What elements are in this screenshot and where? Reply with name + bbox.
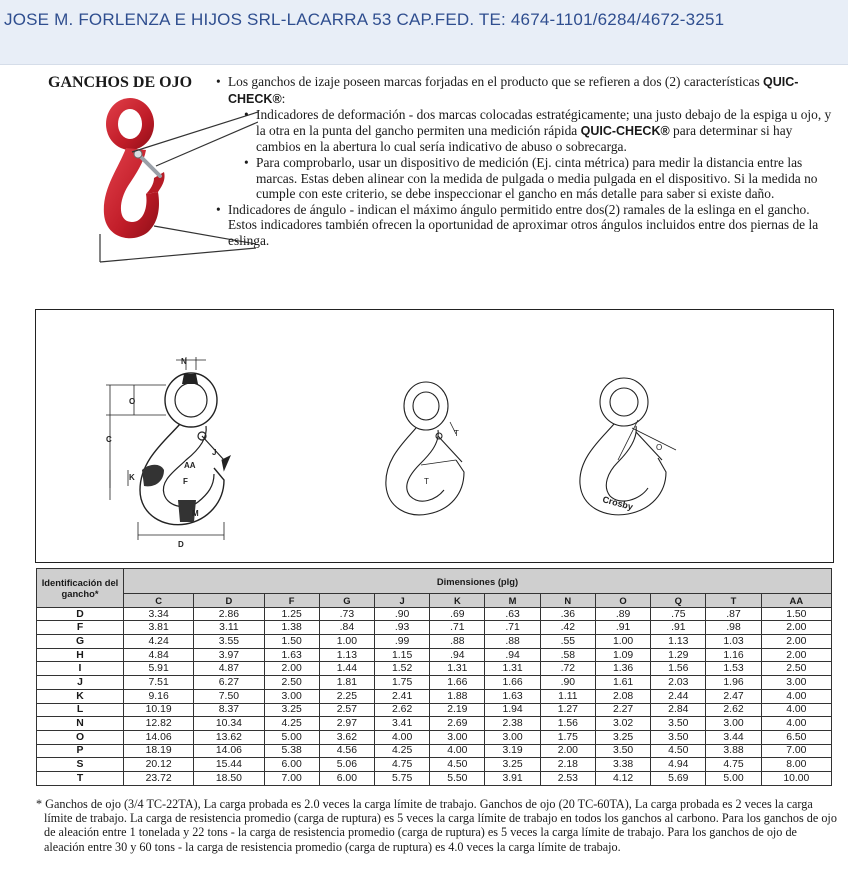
dimension-cell: 1.81: [319, 676, 374, 690]
table-row: [37, 771, 832, 785]
label-aa: AA: [184, 461, 196, 470]
label-t-bottom: T: [424, 477, 429, 486]
label-d: D: [178, 540, 184, 549]
table-row: [37, 703, 832, 717]
hook-line-drawings: [36, 310, 833, 562]
dimension-cell: 20.12: [124, 758, 194, 772]
dimension-cell: 2.38: [485, 717, 540, 731]
dimension-cell: 2.62: [375, 703, 430, 717]
dimension-cell: 1.36: [595, 662, 650, 676]
dimension-cell: 18.19: [124, 744, 194, 758]
dimension-cell: 14.06: [124, 730, 194, 744]
dimension-cell: 1.13: [319, 648, 374, 662]
dimension-cell: 4.50: [651, 744, 706, 758]
dimension-cell: 4.00: [430, 744, 485, 758]
dimension-cell: .73: [319, 607, 374, 621]
dimension-cell: .71: [430, 621, 485, 635]
dimension-cell: 2.47: [706, 689, 761, 703]
dimension-cell: 5.06: [319, 758, 374, 772]
dimension-cell: 4.50: [430, 758, 485, 772]
dimension-cell: 13.62: [194, 730, 264, 744]
dimension-cell: 3.88: [706, 744, 761, 758]
dimension-cell: 2.86: [194, 607, 264, 621]
dimension-cell: 8.00: [761, 758, 831, 772]
label-f: F: [183, 477, 188, 486]
hook-id-cell: G: [37, 635, 124, 649]
dimension-cell: 4.25: [375, 744, 430, 758]
dimension-cell: 6.00: [264, 758, 319, 772]
dimension-cell: .94: [485, 648, 540, 662]
dimension-cell: 23.72: [124, 771, 194, 785]
dimension-cell: 1.31: [485, 662, 540, 676]
table-row: [37, 662, 832, 676]
dimension-cell: 4.94: [651, 758, 706, 772]
dimension-cell: 3.11: [194, 621, 264, 635]
dimension-cell: 4.00: [761, 689, 831, 703]
column-header: F: [264, 594, 319, 608]
dimension-cell: 1.63: [485, 689, 540, 703]
dimension-cell: 10.00: [761, 771, 831, 785]
dimension-cell: 2.00: [540, 744, 595, 758]
table-row: [37, 689, 832, 703]
label-t-top: T: [454, 429, 459, 438]
column-header: J: [375, 594, 430, 608]
dimension-cell: 1.13: [651, 635, 706, 649]
dimension-cell: 3.50: [595, 744, 650, 758]
dimension-cell: .99: [375, 635, 430, 649]
dimensions-table-container: [36, 568, 832, 786]
dimension-cell: .91: [595, 621, 650, 635]
dimension-cell: 4.25: [264, 717, 319, 731]
dimension-cell: .75: [651, 607, 706, 621]
dimension-cell: 3.97: [194, 648, 264, 662]
dimension-cell: 1.94: [485, 703, 540, 717]
company-contact-line: JOSE M. FORLENZA E HIJOS SRL-LACARRA 53 CAP.FED. TE: 4674-1101/6284/4672-3251: [4, 10, 725, 29]
dimension-cell: 3.62: [319, 730, 374, 744]
dimension-cell: 4.24: [124, 635, 194, 649]
dimension-cell: 2.50: [264, 676, 319, 690]
dimension-cell: 2.57: [319, 703, 374, 717]
label-c: C: [106, 435, 112, 444]
dimension-cell: 2.00: [761, 635, 831, 649]
dimension-cell: 3.81: [124, 621, 194, 635]
dimension-cell: 3.91: [485, 771, 540, 785]
dimension-cell: 1.44: [319, 662, 374, 676]
column-header: D: [194, 594, 264, 608]
dimension-cell: 3.25: [485, 758, 540, 772]
dimension-cell: 5.00: [706, 771, 761, 785]
dimension-cell: 5.38: [264, 744, 319, 758]
dimension-cell: .88: [485, 635, 540, 649]
hook-id-cell: I: [37, 662, 124, 676]
dimension-cell: 1.27: [540, 703, 595, 717]
dimension-cell: 4.75: [706, 758, 761, 772]
label-j: J: [212, 448, 217, 457]
dimension-cell: 1.56: [540, 717, 595, 731]
dimension-cell: 3.00: [706, 717, 761, 731]
table-row: [37, 676, 832, 690]
dimension-cell: 7.51: [124, 676, 194, 690]
dimension-cell: 2.84: [651, 703, 706, 717]
dimension-cell: 5.69: [651, 771, 706, 785]
dimension-cell: 6.27: [194, 676, 264, 690]
dimension-cell: 1.29: [651, 648, 706, 662]
table-row: [37, 635, 832, 649]
dimension-cell: 1.16: [706, 648, 761, 662]
dimension-cell: .42: [540, 621, 595, 635]
dimension-cell: 2.25: [319, 689, 374, 703]
dimension-cell: 6.50: [761, 730, 831, 744]
dimension-cell: 2.27: [595, 703, 650, 717]
dimension-cell: 6.00: [319, 771, 374, 785]
dimension-cell: 1.25: [264, 607, 319, 621]
hook-id-cell: T: [37, 771, 124, 785]
dimension-cell: 1.50: [264, 635, 319, 649]
dimension-cell: 1.66: [430, 676, 485, 690]
outline-hook-drawing: [386, 382, 464, 515]
dimension-cell: .63: [485, 607, 540, 621]
dimension-cell: 2.69: [430, 717, 485, 731]
dimension-cell: 2.44: [651, 689, 706, 703]
dimension-cell: .84: [319, 621, 374, 635]
dimension-cell: 1.66: [485, 676, 540, 690]
dimension-cell: 3.50: [651, 717, 706, 731]
dimension-cell: 7.00: [761, 744, 831, 758]
dimension-cell: 3.02: [595, 717, 650, 731]
dimension-cell: 1.38: [264, 621, 319, 635]
dimension-cell: .71: [485, 621, 540, 635]
dimension-cell: 5.75: [375, 771, 430, 785]
dimension-cell: 1.96: [706, 676, 761, 690]
dimension-cell: 3.00: [485, 730, 540, 744]
dimension-cell: 1.31: [430, 662, 485, 676]
dimension-cell: .90: [375, 607, 430, 621]
dimension-cell: .58: [540, 648, 595, 662]
dimension-cell: 4.87: [194, 662, 264, 676]
table-row: [37, 758, 832, 772]
dimension-cell: 3.19: [485, 744, 540, 758]
dimension-cell: 2.00: [761, 648, 831, 662]
dimension-cell: 12.82: [124, 717, 194, 731]
hook-diagrams-panel: [35, 309, 834, 563]
dimension-cell: 4.12: [595, 771, 650, 785]
table-row: [37, 744, 832, 758]
dimension-cell: 8.37: [194, 703, 264, 717]
dimension-cell: 1.09: [595, 648, 650, 662]
dimensions-table: [36, 568, 832, 786]
dimension-cell: 1.75: [375, 676, 430, 690]
column-header: Q: [651, 594, 706, 608]
dimension-cell: 2.00: [761, 621, 831, 635]
table-row: [37, 607, 832, 621]
label-k: K: [129, 473, 135, 482]
dimension-cell: .55: [540, 635, 595, 649]
dimension-cell: 1.88: [430, 689, 485, 703]
table-row: [37, 621, 832, 635]
label-m: M: [192, 509, 199, 518]
dimension-cell: 3.44: [706, 730, 761, 744]
dimension-cell: 2.18: [540, 758, 595, 772]
angle-bullet: • Indicadores de ángulo - indican el máximo ángulo permitido entre dos(2) ramales de la eslinga en el gancho. Estos indicadores también ofrecen la oportunidad de aproximar otros ángulos incluidos entre dos piernas de la eslinga.: [228, 202, 834, 249]
dimension-cell: 2.08: [595, 689, 650, 703]
dimension-cell: 10.34: [194, 717, 264, 731]
hook-id-cell: N: [37, 717, 124, 731]
column-header: AA: [761, 594, 831, 608]
dimension-cell: 3.25: [595, 730, 650, 744]
dimension-cell: 3.41: [375, 717, 430, 731]
dimension-cell: 4.00: [761, 703, 831, 717]
id-column-header: Identificación del gancho*: [37, 569, 124, 608]
dimension-cell: 3.55: [194, 635, 264, 649]
dimension-cell: 5.91: [124, 662, 194, 676]
dimension-cell: .89: [595, 607, 650, 621]
dimension-cell: 3.00: [264, 689, 319, 703]
dimension-cell: 2.03: [651, 676, 706, 690]
deformation-bullet: • Indicadores de deformación - dos marcas colocadas estratégicamente; una justo debajo de la espiga u ojo, y la otra en la punta del gancho permiten una medición rápida QUIC-CHECK® para determinar si hay cambios en la abertura lo cual sería indicativo de abuso o sobrecarga.: [256, 107, 834, 155]
dimension-cell: 1.56: [651, 662, 706, 676]
intro-bullet: • Los ganchos de izaje poseen marcas forjadas en el producto que se refieren a dos (2) características QUIC-CHECK®:: [228, 74, 834, 107]
hook-id-cell: O: [37, 730, 124, 744]
dimension-cell: 1.00: [595, 635, 650, 649]
dimension-cell: 5.00: [264, 730, 319, 744]
hook-id-cell: L: [37, 703, 124, 717]
column-header: M: [485, 594, 540, 608]
branded-hook-drawing: [580, 378, 676, 515]
dimension-cell: 1.03: [706, 635, 761, 649]
dimension-cell: 14.06: [194, 744, 264, 758]
dimension-cell: 10.19: [124, 703, 194, 717]
label-o-right: O: [656, 443, 663, 452]
dimension-cell: 3.25: [264, 703, 319, 717]
dimension-cell: .93: [375, 621, 430, 635]
dimension-cell: 1.00: [319, 635, 374, 649]
dimension-cell: .72: [540, 662, 595, 676]
dimension-cell: 7.50: [194, 689, 264, 703]
hook-id-cell: F: [37, 621, 124, 635]
pointer-line: [100, 248, 256, 262]
dimension-cell: 1.61: [595, 676, 650, 690]
dimension-cell: .90: [540, 676, 595, 690]
dimension-cell: 1.52: [375, 662, 430, 676]
dimension-cell: 1.11: [540, 689, 595, 703]
dimension-cell: 2.50: [761, 662, 831, 676]
label-o: O: [129, 397, 136, 406]
dimension-cell: 2.00: [264, 662, 319, 676]
dimension-cell: 7.00: [264, 771, 319, 785]
dimension-cell: 3.00: [430, 730, 485, 744]
column-header: K: [430, 594, 485, 608]
dimension-cell: 18.50: [194, 771, 264, 785]
hook-id-cell: K: [37, 689, 124, 703]
column-header: G: [319, 594, 374, 608]
dimension-cell: 2.62: [706, 703, 761, 717]
dimension-cell: 4.00: [375, 730, 430, 744]
column-header: C: [124, 594, 194, 608]
measurement-bullet: • Para comprobarlo, usar un dispositivo de medición (Ej. cinta métrica) para medir la distancia entre las marcas. Estas deben alinear con la medida de pulgada o media pulgada en el dispositivo. Si la medida no cumple con este criterio, se debe inspeccionar el gancho en más detalle para saber si existe daño.: [256, 155, 834, 202]
dimension-cell: 4.84: [124, 648, 194, 662]
dimension-cell: 1.15: [375, 648, 430, 662]
dimensions-group-header: Dimensiones (plg): [124, 569, 832, 594]
column-header-row: [37, 594, 832, 608]
dimension-cell: 2.19: [430, 703, 485, 717]
dimension-cell: 4.56: [319, 744, 374, 758]
page-header: [0, 0, 848, 65]
dimension-cell: .87: [706, 607, 761, 621]
dimension-cell: 1.63: [264, 648, 319, 662]
hook-id-cell: H: [37, 648, 124, 662]
dimension-cell: 3.38: [595, 758, 650, 772]
column-header: T: [706, 594, 761, 608]
dimensioned-hook-drawing: [106, 357, 230, 549]
dimension-cell: 9.16: [124, 689, 194, 703]
table-row: [37, 730, 832, 744]
dimension-cell: 1.53: [706, 662, 761, 676]
dimension-cell: 3.00: [761, 676, 831, 690]
table-row: [37, 717, 832, 731]
dimension-cell: 3.50: [651, 730, 706, 744]
column-header: O: [595, 594, 650, 608]
column-header: N: [540, 594, 595, 608]
dimension-cell: 5.50: [430, 771, 485, 785]
table-body: [37, 607, 832, 785]
dimension-cell: 3.34: [124, 607, 194, 621]
dimension-cell: 4.75: [375, 758, 430, 772]
dimension-cell: .36: [540, 607, 595, 621]
hook-id-cell: D: [37, 607, 124, 621]
dimension-cell: 2.53: [540, 771, 595, 785]
section-title: GANCHOS DE OJO: [48, 74, 193, 91]
dimension-cell: .88: [430, 635, 485, 649]
description-text: [212, 74, 834, 249]
table-row: [37, 648, 832, 662]
dimension-cell: 2.97: [319, 717, 374, 731]
hook-id-cell: S: [37, 758, 124, 772]
dimension-cell: 15.44: [194, 758, 264, 772]
dimension-cell: 2.41: [375, 689, 430, 703]
dimension-cell: .91: [651, 621, 706, 635]
brand-stamp: Crosby: [601, 494, 635, 512]
dimension-cell: .94: [430, 648, 485, 662]
footnote: * Ganchos de ojo (3/4 TC-22TA), La carga probada es 2.0 veces la carga límite de trabajo. Ganchos de ojo (20 TC-60TA), La carga probada es 2 veces la carga límite de trabajo. La carga de resistencia promedio (carga de ruptura) es 5 veces la carga límite de trabajo en todos los ganchos al carbono. Para los ganchos de ojo de aleación entre 1 tonelada y 22 tons - la carga de resistencia promedio (carga de ruptura) es 5 veces la carga límite de trabajo. Para los ganchos de ojo de aleación entre 30 y 60 tons - la carga de resistencia promedio (carga de ruptura) es 4.0 veces la carga límite de trabajo.: [36, 797, 837, 854]
hook-id-cell: J: [37, 676, 124, 690]
dimension-cell: 1.75: [540, 730, 595, 744]
dimension-cell: .69: [430, 607, 485, 621]
label-n: N: [181, 357, 187, 366]
dimension-cell: 4.00: [761, 717, 831, 731]
hook-id-cell: P: [37, 744, 124, 758]
dimension-cell: 1.50: [761, 607, 831, 621]
dimension-cell: .98: [706, 621, 761, 635]
